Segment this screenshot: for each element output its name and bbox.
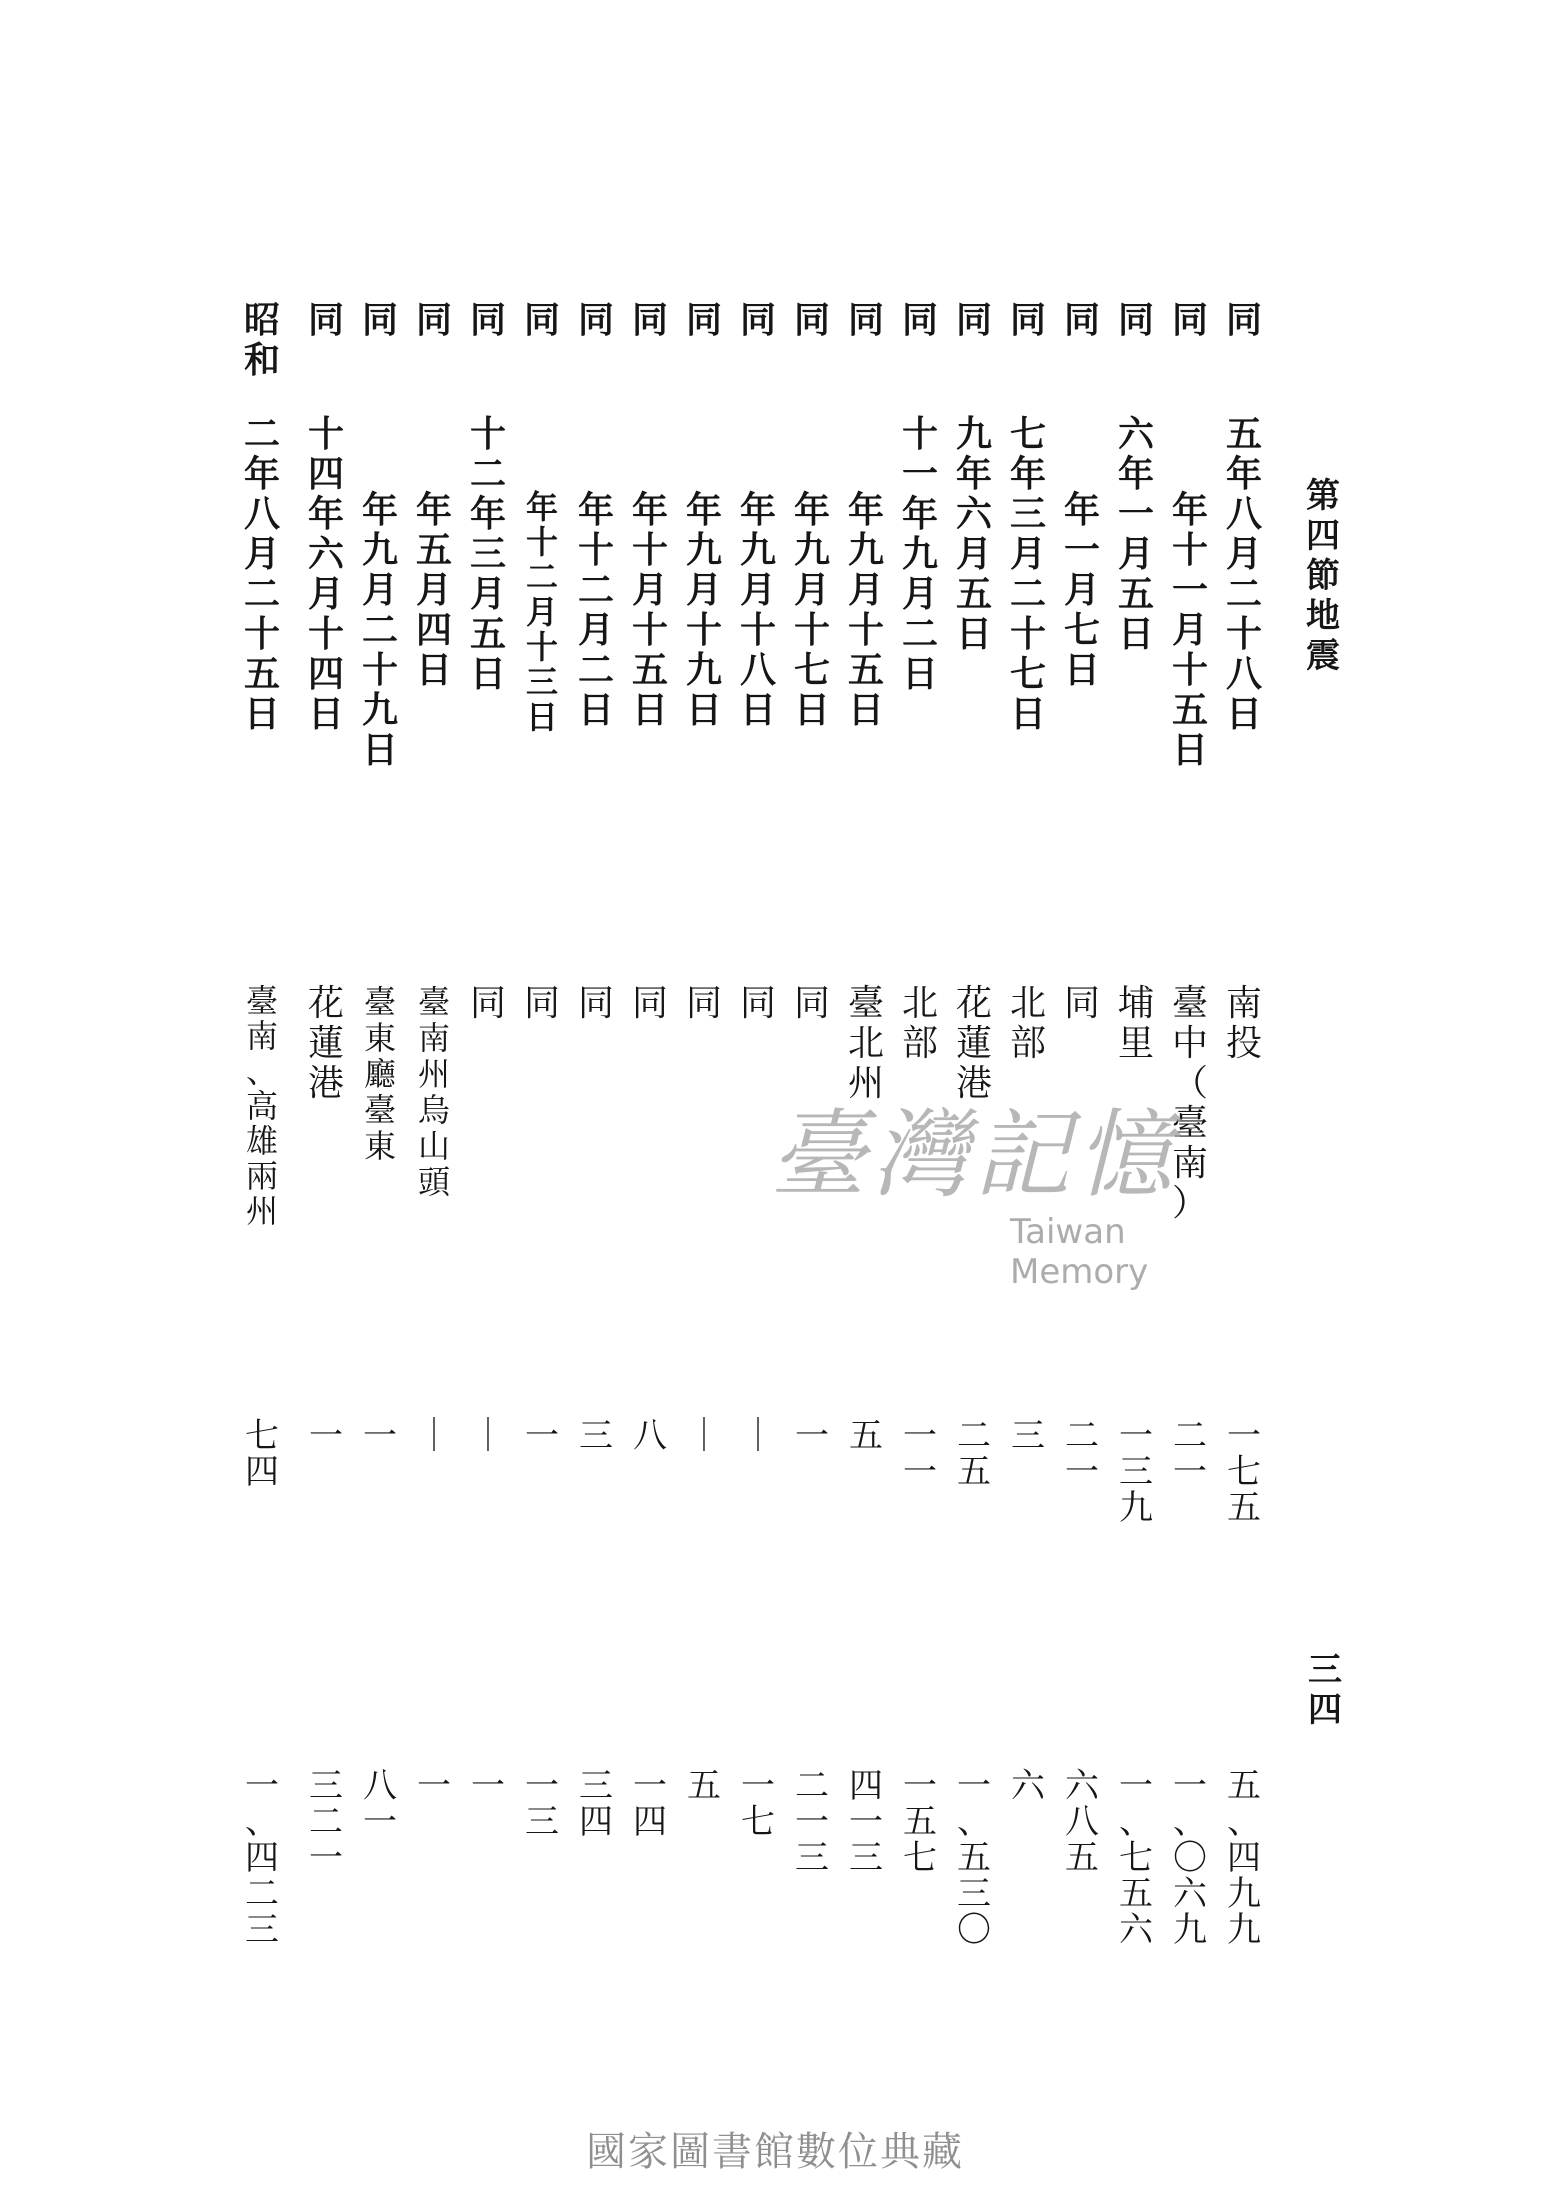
date-cell: 二年八月二十五日	[243, 413, 280, 735]
dead-count: 三	[579, 1416, 613, 1456]
date-cell: 六年一月五日	[1117, 413, 1154, 655]
house-count: 三四	[579, 1766, 613, 1842]
house-count: 二一三	[795, 1766, 829, 1878]
dead-count: 三	[1011, 1416, 1045, 1456]
era-label: 同	[469, 299, 506, 341]
house-count: 五	[687, 1766, 721, 1806]
era-label: 同	[793, 299, 830, 341]
era-label: 同	[577, 299, 614, 341]
dead-count: 一三九	[1119, 1416, 1153, 1528]
dead-count: 二一	[1065, 1416, 1099, 1492]
date-cell: 五年八月二十八日	[1225, 413, 1262, 735]
place-cell: 同	[793, 983, 830, 1024]
dead-count: ｜	[687, 1416, 721, 1456]
section-title: 第四節 地震	[1306, 476, 1340, 676]
footer-archive-label: 國家圖書館數位典藏	[586, 2129, 964, 2175]
era-label: 同	[955, 299, 992, 341]
era-label: 同	[1225, 299, 1262, 341]
house-count: 三二一	[309, 1766, 343, 1878]
house-count: 一、四二三	[245, 1766, 279, 1950]
house-count: 一	[417, 1766, 451, 1806]
place-cell: 同	[631, 983, 668, 1024]
date-cell: 年十二月二日	[577, 489, 614, 731]
era-label: 同	[1117, 299, 1154, 341]
date-cell: 年十一月十五日	[1171, 489, 1208, 771]
date-cell: 十四年六月十四日	[307, 413, 344, 735]
place-cell: 臺東廳臺東	[363, 983, 396, 1165]
era-label: 昭和	[243, 299, 280, 381]
date-cell: 年十二月十三日	[525, 488, 558, 736]
house-count: 一四	[633, 1766, 667, 1842]
date-cell: 年一月七日	[1063, 489, 1100, 691]
house-count: 一三	[525, 1766, 559, 1842]
dead-count: 五	[849, 1416, 883, 1456]
house-count: 一五七	[903, 1766, 937, 1878]
place-cell: 同	[469, 983, 506, 1024]
date-cell: 年九月十五日	[847, 489, 884, 731]
house-count: 六	[1011, 1766, 1045, 1806]
date-cell: 年九月二十九日	[361, 489, 398, 771]
dead-count: 八	[633, 1416, 667, 1456]
place-cell: 南投	[1225, 983, 1262, 1064]
era-label: 同	[685, 299, 722, 341]
date-cell: 十二年三月五日	[469, 413, 506, 695]
date-cell: 年十月十五日	[631, 489, 668, 731]
dead-count: 一	[363, 1416, 397, 1456]
era-label: 同	[1009, 299, 1046, 341]
date-cell: 年九月十七日	[793, 489, 830, 731]
dead-count: 七四	[245, 1416, 279, 1492]
house-count: 一、七五六	[1119, 1766, 1153, 1950]
watermark-english: Taiwan Memory	[1010, 1212, 1149, 1292]
dead-count: 一七五	[1227, 1416, 1261, 1528]
era-label: 同	[523, 299, 560, 341]
page-number: 三四	[1308, 1650, 1342, 1730]
place-cell: 同	[577, 983, 614, 1024]
place-cell: 臺中（臺南）	[1171, 983, 1208, 1224]
place-cell: 同	[685, 983, 722, 1024]
place-cell: 同	[1063, 983, 1100, 1024]
place-cell: 臺南、高雄兩州	[245, 982, 278, 1230]
place-cell: 同	[739, 983, 776, 1024]
place-cell: 花蓮港	[307, 983, 344, 1104]
date-cell: 年九月十九日	[685, 489, 722, 731]
era-label: 同	[739, 299, 776, 341]
dead-count: 一	[309, 1416, 343, 1456]
house-count: 一、〇六九	[1173, 1766, 1207, 1950]
dead-count: ｜	[471, 1416, 505, 1456]
date-cell: 年九月十八日	[739, 489, 776, 731]
house-count: 一、五三〇	[957, 1766, 991, 1950]
place-cell: 花蓮港	[955, 983, 992, 1104]
house-count: 六八五	[1065, 1766, 1099, 1878]
dead-count: ｜	[417, 1416, 451, 1456]
dead-count: 一	[795, 1416, 829, 1456]
dead-count: 二一	[1173, 1416, 1207, 1492]
dead-count: 二五	[957, 1416, 991, 1492]
era-label: 同	[847, 299, 884, 341]
place-cell: 臺南州烏山頭	[417, 983, 450, 1201]
house-count: 四一三	[849, 1766, 883, 1878]
watermark-chars: 臺灣記憶	[770, 1099, 1178, 1211]
place-cell: 同	[523, 983, 560, 1024]
era-label: 同	[901, 299, 938, 341]
dead-count: 一一	[903, 1416, 937, 1492]
dead-count: 一	[525, 1416, 559, 1456]
date-cell: 九年六月五日	[955, 413, 992, 655]
dead-count: ｜	[741, 1416, 775, 1456]
era-label: 同	[415, 299, 452, 341]
date-cell: 七年三月二十七日	[1009, 413, 1046, 735]
era-label: 同	[307, 299, 344, 341]
house-count: 五、四九九	[1227, 1766, 1261, 1950]
place-cell: 北部	[901, 983, 938, 1064]
era-label: 同	[1063, 299, 1100, 341]
house-count: 一七	[741, 1766, 775, 1842]
place-cell: 北部	[1009, 983, 1046, 1064]
place-cell: 臺北州	[847, 983, 884, 1104]
era-label: 同	[631, 299, 668, 341]
date-cell: 年五月四日	[415, 489, 452, 691]
era-label: 同	[361, 299, 398, 341]
era-label: 同	[1171, 299, 1208, 341]
house-count: 一	[471, 1766, 505, 1806]
date-cell: 十一年九月二日	[901, 413, 938, 695]
place-cell: 埔里	[1117, 983, 1154, 1064]
house-count: 八一	[363, 1766, 397, 1842]
